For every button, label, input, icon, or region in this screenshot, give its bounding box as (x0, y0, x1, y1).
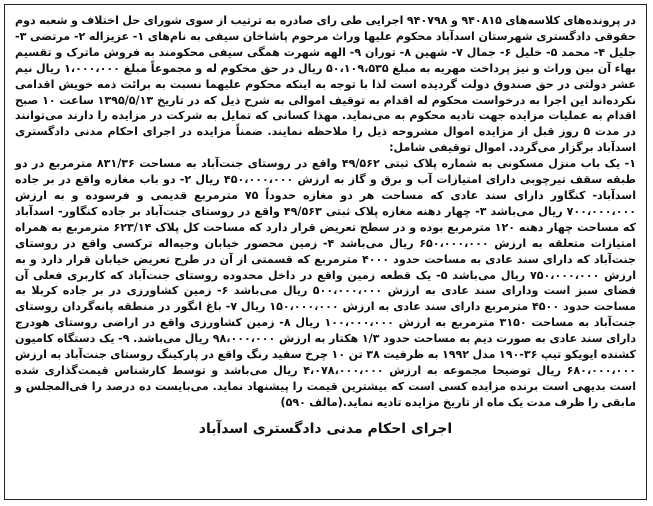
notice-body (15, 13, 636, 493)
notice-items-paragraph: ۱- یک باب منزل مسکونی به شماره پلاک ثبتی ۴۹/۵۶۲ واقع در روستای جنت‌آباد به مساحت ۸۳۱/۳۶ مترمربع در دو طبقه سقف تیرچوبی دارای امتیازات آب و برق و گاز به ارزش ۴۵۰،۰۰۰،۰۰۰ ریال ۲- دو باب مغازه واقع در بر جاده اسدآباد- کنگاور دارای سند عادی که مساحت هر دو مغازه حدوداً ۷۵ مترمربع قدیمی و فرسوده و به ارزش ۷۰۰،۰۰۰،۰۰۰ ریال می‌باشد ۳- چهار دهنه مغازه پلاک ثبتی ۴۹/۵۶۳ واقع در روستای جنت‌آباد بر جاده کنگاور- اسدآباد که مساحت چهار دهنه ۱۲۰ مترمربع بوده و در سطح تعریض قرار دارد که مساحت کل پلاک ۶۲۳/۱۴ مترمربع به همراه امتیازات متعلقه به ارزش ۶۵۰،۰۰۰،۰۰۰ ریال می‌باشد ۴- زمین محصور خیابان وجیه‌اله ترکسی واقع در روستای جنت‌آباد که دارای سند عادی به مساحت حدود ۴۰۰۰ مترمربع که قسمتی از آن در طرح تعریض خیابان قرار دارد و به ارزش ۷۵۰،۰۰۰،۰۰۰ ریال می‌باشد ۵- یک قطعه زمین واقع در داخل محدوده روستای جنت‌آباد که کاربری فعلی آن فضای سبز است ودارای سند عادی به ارزش ۵۰۰،۰۰۰،۰۰۰ ریال می‌باشد ۶- زمین کشاورزی در بر جاده کربلا به مساحت حدود ۴۵۰۰ مترمربع دارای سند عادی به ارزش ۱۵۰،۰۰۰،۰۰۰ ریال ۷- باغ انگور در منطقه پانه‌گردان روستای جنت‌آباد به مساحت ۳۱۵۰ مترمربع به ارزش ۱۰۰،۰۰۰،۰۰۰ ریال ۸- زمین کشاورزی واقع در اراضی روستای هودرج دارای سند عادی به صورت دیم به مساحت حدود ۱/۳ هکتار به ارزش ۹۸،۰۰۰،۰۰۰ ریال می‌باشد. ۹- یک دستگاه کامیون کشنده ایویکو تیپ ۳۶-۱۹۰ مدل ۱۹۹۲ به ظرفیت ۳۸ تن ۱۰ چرخ سفید رنگ واقع در پارکینگ روستای جنت‌آباد به ارزش ۶۸۰،۰۰۰،۰۰۰ ریال توضیحا مجموعه به ارزش ۴،۰۷۸،۰۰۰،۰۰۰ ریال می‌باشد و توسط کارشناس قیمت‌گذاری شده است بدیهی است برنده مزایده کسی است که بیشترین قیمت را پیشنهاد نماید. می‌بایست ده درصد را فی‌المجلس و مابقی را ظرف مدت یک ماه از تاریخ مزایده تادیه نماید.(مالف ۵۹۰) (15, 157, 637, 409)
notice-signature: اجرای احکام مدنی دادگستری اسدآباد (198, 420, 453, 437)
notice-intro-paragraph: در پرونده‌های کلاسه‌های ۹۴۰۸۱۵ و ۹۴۰۷۹۸ اجرایی طی رای صادره به ترتیب از سوی شورای حل اختلاف و شعبه دوم حقوقی دادگستری شهرستان اسدآباد محکوم علیها وراث مرحوم پاشاخان سیفی به نام‌های ۱- عزیزاله ۲- مرتضی ۳- جلیل ۴- محمد ۵- خلیل ۶- جمال ۷- شهین ۸- توران ۹- الهه شهرت همگی سیفی محکومند به فروش ماترک و تقسیم بهاء آن بین وراث و نیز پرداخت مهریه به مبلغ ۵۰،۱۰۹،۵۳۵ ریال در حق محکوم له و مجموعاً مبلغ ۱،۰۰۰،۰۰۰ ریال نیم عشر دولتی در حق صندوق دولت گردیده است لذا با توجه به اینکه محکوم علیهما نسبت به برائت ذمه خویش اقدامی نکرده‌اند این اجرا به درخواست محکوم له اقدام به توقیف اموالی به شرح ذیل که در تاریخ ۱۳۹۵/۵/۱۳ ساعت ۱۰ صبح اقدام به عملیات مزایده جهت تادیه محکوم به می‌نماید. مهذا کسانی که تمایل به شرکت در مزایده را دارند می‌توانند در مدت ۵ روز قبل از مزایده اموال مشروحه ذیل را ملاحظه نمایند. ضمناً مزایده در اجرای احکام مدنی دادگستری اسدآباد برگزار می‌گردد. اموال توقیفی شامل: (15, 14, 637, 155)
notice-frame (4, 4, 647, 500)
